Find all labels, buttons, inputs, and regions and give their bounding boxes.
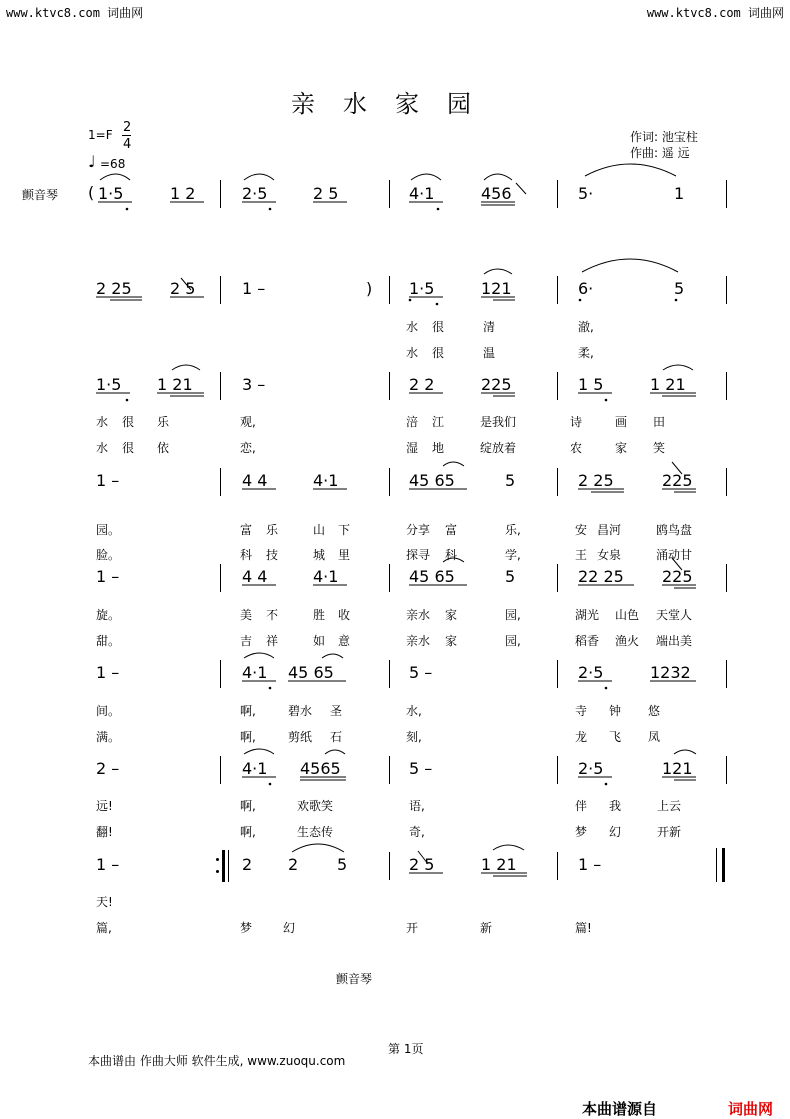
lyric: 王 <box>575 548 588 562</box>
lyric: 笑 <box>653 441 666 455</box>
lyric: 是我们 <box>480 415 517 429</box>
lyric: 吉 <box>240 634 253 648</box>
note-group: 45 65 <box>409 471 455 490</box>
lyric: 很 <box>432 320 445 334</box>
lyric: 篇, <box>96 921 112 935</box>
note-group: 1 21 <box>481 855 517 874</box>
note-group: 2·5 <box>578 759 604 778</box>
lyric: 女泉 <box>597 548 622 562</box>
lyric: 脸。 <box>96 548 121 562</box>
end-instrument-label: 颤音琴 <box>336 972 373 986</box>
lyric: 我 <box>609 799 622 813</box>
lyric: 昌河 <box>597 523 622 537</box>
site-header-right[interactable]: www.ktvc8.com 词曲网 <box>646 6 784 20</box>
lyric: 山 <box>313 523 326 537</box>
lyric: 鸥鸟盘 <box>656 523 693 537</box>
time-denominator: 4 <box>123 137 132 152</box>
lyric: 水 <box>406 346 419 360</box>
note-group: 4 4 <box>242 471 268 490</box>
note-group: 1 2 <box>170 184 196 203</box>
note-group: 1 – <box>578 855 602 874</box>
lyric: 渔火 <box>615 634 640 648</box>
lyric: 间。 <box>96 704 121 718</box>
note-group: 3 – <box>242 375 266 394</box>
lyric: 梦 <box>575 825 588 839</box>
lyric: 里 <box>338 548 351 562</box>
lyric: 富 <box>445 523 458 537</box>
lyric: 啊, <box>240 825 256 839</box>
lyric: 剪纸 <box>288 730 313 744</box>
lyricist: 作词: 池宝柱 <box>630 130 698 144</box>
note-group: 225 <box>662 471 693 490</box>
lyric: 依 <box>157 441 170 455</box>
lyric: 绽放着 <box>480 441 517 455</box>
time-numerator: 2 <box>123 120 132 135</box>
lyric: 伴 <box>575 799 588 813</box>
note-group: 2 5 <box>313 184 339 203</box>
lyric: 地 <box>432 441 445 455</box>
lyric: 碧水 <box>288 704 313 718</box>
lyric: 很 <box>122 415 135 429</box>
note-group: 2 5 <box>409 855 435 874</box>
note-group: 2·5 <box>242 184 268 203</box>
note-group: 2 – <box>96 759 120 778</box>
note-group: 5· <box>578 184 594 203</box>
lyric: 观, <box>240 415 256 429</box>
quarter-note-icon: ♩ <box>88 152 96 171</box>
lyric: 钟 <box>609 704 622 718</box>
lyric: 园。 <box>96 523 121 537</box>
lyric: 意 <box>338 634 351 648</box>
key-signature: 1=F <box>88 128 113 142</box>
lyric: 美 <box>240 608 253 622</box>
note-group: 5 <box>337 855 348 874</box>
note-group: 1 – <box>96 567 120 586</box>
note-group: 2 5 <box>170 279 196 298</box>
paren-open: ( <box>88 183 95 202</box>
note-group: 121 <box>481 279 512 298</box>
lyric: 农 <box>570 441 583 455</box>
lyric: 亲水 <box>406 634 431 648</box>
lyric: 飞 <box>609 730 622 744</box>
lyric: 城 <box>313 548 326 562</box>
lyric: 石 <box>330 730 343 744</box>
lyric: 温 <box>483 346 496 360</box>
lyric: 园, <box>505 608 521 622</box>
lyric: 学, <box>505 548 521 562</box>
tempo: =68 <box>100 157 126 171</box>
note-group: 5 <box>505 567 516 586</box>
lyric: 圣 <box>330 704 343 718</box>
lyric: 技 <box>266 548 279 562</box>
lyric: 悠 <box>648 704 661 718</box>
note-group: 1 21 <box>650 375 686 394</box>
note-group: 4·1 <box>409 184 435 203</box>
note-group: 1 <box>674 184 685 203</box>
lyric: 湿 <box>406 441 419 455</box>
lyric: 家 <box>615 441 628 455</box>
lyric: 甜。 <box>96 634 121 648</box>
note-group: 1 – <box>96 471 120 490</box>
note-group: 225 <box>481 375 512 394</box>
paren-close: ) <box>366 279 373 298</box>
lyric: 柔, <box>578 346 594 360</box>
note-group: 6· <box>578 279 594 298</box>
lyric: 祥 <box>266 634 279 648</box>
lyric: 家 <box>445 608 458 622</box>
note-group: 1·5 <box>98 184 124 203</box>
lyric: 欢歌笑 <box>297 799 334 813</box>
note-group: 4 4 <box>242 567 268 586</box>
lyric: 上云 <box>657 799 682 813</box>
lyric: 开新 <box>657 825 682 839</box>
lyric: 天! <box>96 895 113 909</box>
site-header-left[interactable]: www.ktvc8.com 词曲网 <box>6 6 144 20</box>
note-group: 1 – <box>242 279 266 298</box>
lyric: 山色 <box>615 608 640 622</box>
lyric: 田 <box>653 415 666 429</box>
lyric: 收 <box>338 608 351 622</box>
note-group: 1·5 <box>409 279 435 298</box>
note-group: 4·1 <box>313 471 339 490</box>
note-group: 1232 <box>650 663 691 682</box>
lyric: 翻! <box>96 825 113 839</box>
lyric: 江 <box>432 415 445 429</box>
note-group: 4565 <box>300 759 341 778</box>
note-group: 45 65 <box>409 567 455 586</box>
lyric: 梦 <box>240 921 253 935</box>
note-group: 121 <box>662 759 693 778</box>
note-group: 5 – <box>409 663 433 682</box>
lyric: 水 <box>96 441 109 455</box>
note-group: 4·1 <box>242 759 268 778</box>
note-group: 5 – <box>409 759 433 778</box>
song-title: 亲水家园 <box>291 90 499 118</box>
lyric: 探寻 <box>406 548 431 562</box>
lyric: 啊, <box>240 730 256 744</box>
note-group: 1 – <box>96 855 120 874</box>
lyric: 科 <box>240 548 253 562</box>
lyric: 湖光 <box>575 608 600 622</box>
note-group: 225 <box>662 567 693 586</box>
lyric: 篇! <box>575 921 592 935</box>
lyric: 安 <box>575 523 588 537</box>
note-group: 2 25 <box>578 471 614 490</box>
lyric: 满。 <box>96 730 121 744</box>
lyric: 涪 <box>406 415 419 429</box>
lyric: 画 <box>615 415 628 429</box>
lyric: 生态传 <box>297 825 334 839</box>
lyric: 很 <box>432 346 445 360</box>
lyric: 旋。 <box>96 608 121 622</box>
lyric: 开 <box>406 921 419 935</box>
note-group: 2 2 <box>409 375 435 394</box>
lyric: 下 <box>338 523 351 537</box>
lyric: 刻, <box>406 730 422 744</box>
note-group: 2·5 <box>578 663 604 682</box>
lyric: 如 <box>313 634 326 648</box>
lyric: 水 <box>96 415 109 429</box>
note-group: 5 <box>674 279 685 298</box>
lyric: 清 <box>483 320 496 334</box>
lyric: 啊, <box>240 704 256 718</box>
lyric: 龙 <box>575 730 588 744</box>
lyric: 奇, <box>409 825 425 839</box>
lyric: 澈, <box>578 320 594 334</box>
note-group: 2 25 <box>96 279 132 298</box>
instrument-label: 颤音琴 <box>22 188 59 202</box>
lyric: 寺 <box>575 704 588 718</box>
lyric: 分享 <box>406 523 431 537</box>
lyric: 家 <box>445 634 458 648</box>
note-group: 5 <box>505 471 516 490</box>
note-group: 1·5 <box>96 375 122 394</box>
lyric: 水 <box>406 320 419 334</box>
note-group: 45 65 <box>288 663 334 682</box>
page-number: 第 1页 <box>388 1042 424 1056</box>
lyric: 科 <box>445 548 458 562</box>
note-group: 4·1 <box>313 567 339 586</box>
lyric: 天堂人 <box>656 608 693 622</box>
footer-credit: 本曲谱由 作曲大师 软件生成, www.zuoqu.com <box>88 1054 346 1068</box>
lyric: 不 <box>266 608 279 622</box>
lyric: 乐, <box>505 523 521 537</box>
lyric: 端出美 <box>656 634 693 648</box>
lyric: 幻 <box>609 825 622 839</box>
lyric: 凤 <box>648 730 661 744</box>
lyric: 园, <box>505 634 521 648</box>
composer: 作曲: 遥 远 <box>630 146 690 160</box>
lyric: 语, <box>409 799 425 813</box>
lyric: 恋, <box>240 441 256 455</box>
lyric: 诗 <box>570 415 583 429</box>
lyric: 很 <box>122 441 135 455</box>
lyric: 乐 <box>266 523 279 537</box>
lyric: 亲水 <box>406 608 431 622</box>
lyric: 乐 <box>157 415 170 429</box>
lyric: 富 <box>240 523 253 537</box>
note-group: 1 21 <box>157 375 193 394</box>
source-site-logo[interactable]: 词曲网 <box>728 1100 774 1118</box>
note-group: 4·1 <box>242 663 268 682</box>
lyric: 新 <box>480 921 493 935</box>
lyric: 远! <box>96 799 113 813</box>
note-group: 1 – <box>96 663 120 682</box>
note-group: 1 5 <box>578 375 604 394</box>
lyric: 胜 <box>313 608 326 622</box>
note-group: 456 <box>481 184 512 203</box>
lyric: 稻香 <box>575 634 600 648</box>
note-group: 22 25 <box>578 567 624 586</box>
source-label: 本曲谱源自 <box>582 1100 658 1118</box>
lyric: 水, <box>406 704 422 718</box>
lyric: 幻 <box>283 921 296 935</box>
note-group: 2 <box>242 855 253 874</box>
lyric: 啊, <box>240 799 256 813</box>
note-group: 2 <box>288 855 299 874</box>
lyric: 涌动甘 <box>656 548 693 562</box>
